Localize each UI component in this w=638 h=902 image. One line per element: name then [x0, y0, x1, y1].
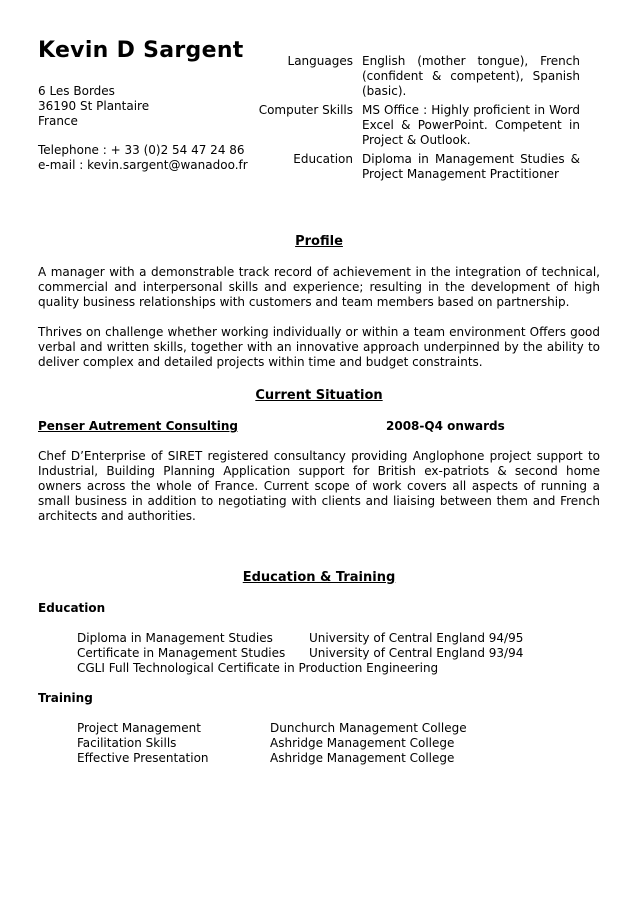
institution: University of Central England 93/94	[309, 646, 524, 660]
list-item	[77, 736, 597, 751]
qualification: Diploma in Management Studies	[77, 631, 273, 645]
list-item	[77, 646, 597, 661]
profile-paragraph: A manager with a demonstrable track record of achievement in the integration of technical, commercial and interpersonal skills and experience; resulting in the development of high quality business relationships with customers and team members based on partnership.	[38, 265, 600, 309]
skill-row-education	[240, 152, 580, 182]
address-block	[38, 84, 149, 129]
candidate-name: Kevin D Sargent	[38, 38, 244, 63]
course: Facilitation Skills	[77, 736, 177, 750]
education-training-heading: Education & Training	[242, 570, 396, 585]
skill-value: English (mother tongue), French (confident & competent), Spanish (basic).	[362, 54, 580, 98]
current-description: Chef D’Enterprise of SIRET registered consultancy providing Anglophone project support to Industrial, Building Planning Application support for British ex-patriots & second home owners across the whole of France. Current scope of work covers all aspects of running a small business in addition to negotiating with clients and liaising between them and French architects and authorities.	[38, 449, 600, 523]
list-item	[77, 631, 597, 646]
skill-value: MS Office : Highly proficient in Word Excel & PowerPoint. Competent in Project & Outlook.	[362, 103, 580, 147]
course: Effective Presentation	[77, 751, 209, 765]
contact-block	[38, 143, 248, 173]
email: e-mail : kevin.sargent@wanadoo.fr	[38, 158, 248, 172]
skill-value: Diploma in Management Studies & Project Management Practitioner	[362, 152, 580, 181]
course: Project Management	[77, 721, 201, 735]
skills-summary	[240, 54, 580, 186]
skill-row-computer	[240, 103, 580, 148]
training-subheading: Training	[38, 691, 93, 705]
address-line: 36190 St Plantaire	[38, 99, 150, 113]
institution: University of Central England 94/95	[309, 631, 524, 645]
training-list	[77, 721, 597, 766]
employment-period: 2008-Q4 onwards	[386, 419, 505, 433]
skill-label: Languages	[287, 54, 353, 68]
address-line: France	[38, 114, 78, 128]
profile-heading: Profile	[295, 234, 343, 249]
list-item	[77, 661, 597, 676]
skill-label: Education	[293, 152, 353, 166]
current-situation-heading: Current Situation	[255, 388, 383, 403]
provider: Ashridge Management College	[270, 751, 455, 765]
telephone: Telephone : + 33 (0)2 54 47 24 86	[38, 143, 245, 157]
list-item	[77, 751, 597, 766]
education-list	[77, 631, 597, 676]
qualification: Certificate in Management Studies	[77, 646, 286, 660]
education-subheading: Education	[38, 601, 106, 615]
profile-paragraph: Thrives on challenge whether working individually or within a team environment Offers good verbal and written skills, together with an innovative approach underpinned by the ability to deliver complex and detailed projects within time and budget constraints.	[38, 325, 600, 369]
skill-label: Computer Skills	[258, 103, 353, 117]
list-item	[77, 721, 597, 736]
company-name: Penser Autrement Consulting	[38, 419, 238, 433]
qualification: CGLI Full Technological Certificate in Production Engineering	[77, 661, 439, 675]
provider: Dunchurch Management College	[270, 721, 467, 735]
provider: Ashridge Management College	[270, 736, 455, 750]
skill-row-languages	[240, 54, 580, 99]
address-line: 6 Les Bordes	[38, 84, 115, 98]
